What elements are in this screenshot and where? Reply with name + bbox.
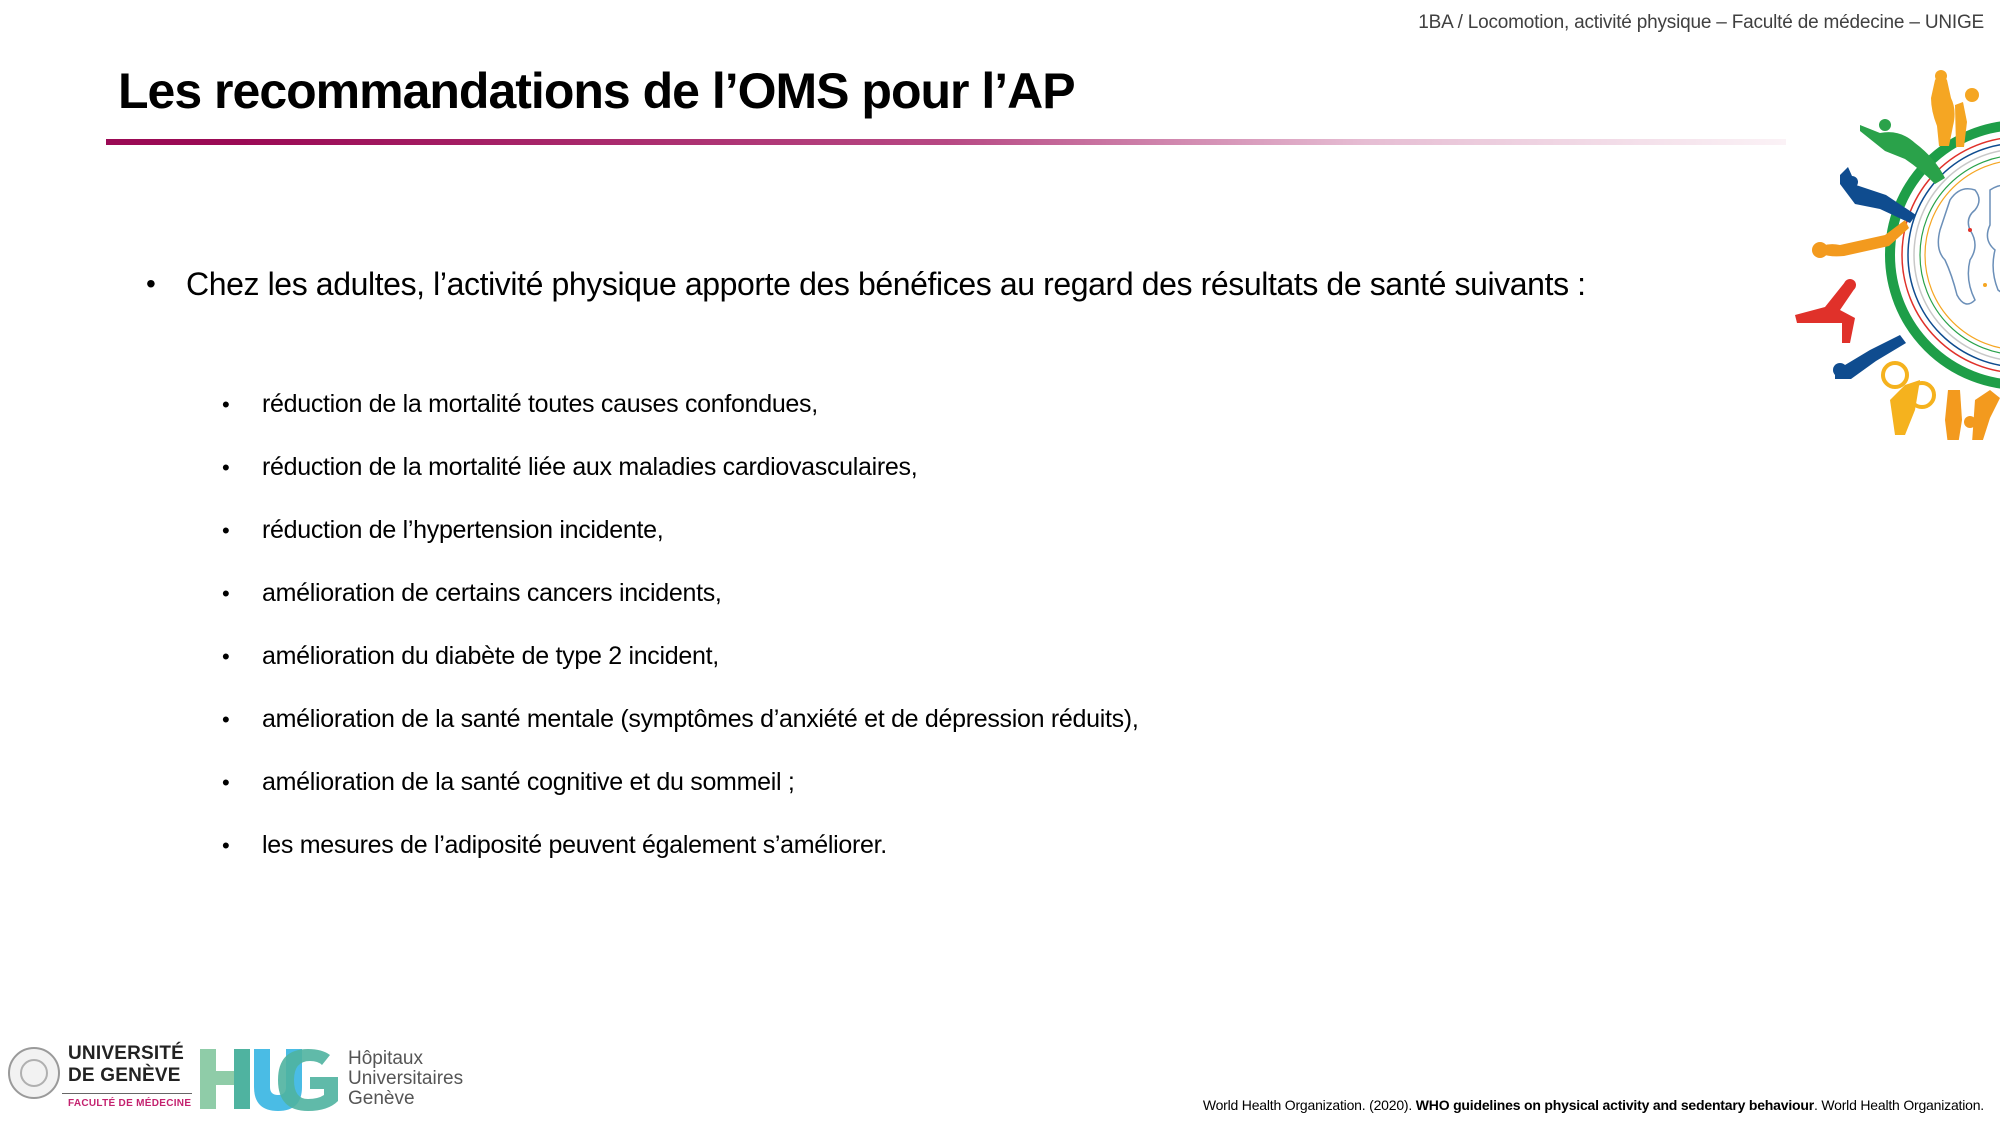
bullet-dot-icon: •	[222, 644, 230, 669]
citation-prefix: World Health Organization. (2020).	[1202, 1097, 1416, 1113]
list-item-text: réduction de la mortalité toutes causes confondues,	[262, 390, 818, 418]
who-globe-activity-illustration	[1790, 70, 2000, 440]
list-item	[222, 516, 1138, 579]
title-underline-divider	[106, 139, 1786, 145]
slide-title: Les recommandations de l’OMS pour l’AP	[118, 63, 1075, 119]
list-item-text: amélioration du diabète de type 2 incident,	[262, 642, 719, 670]
main-bullet	[146, 250, 1626, 318]
unige-line1: UNIVERSITÉ	[68, 1043, 185, 1064]
unige-divider	[62, 1093, 192, 1094]
health-outcomes-list	[222, 390, 1138, 894]
hug-line3: Genève	[348, 1088, 415, 1109]
bullet-dot-icon: •	[222, 833, 230, 858]
bullet-dot-icon: •	[222, 770, 230, 795]
unige-faculty: FACULTÉ DE MÉDECINE	[68, 1098, 192, 1109]
list-item-text: réduction de la mortalité liée aux maladies cardiovasculaires,	[262, 453, 918, 481]
bullet-dot-icon: •	[222, 707, 230, 732]
hug-logo-icon	[200, 1047, 340, 1111]
unige-seal-icon	[8, 1047, 60, 1099]
globe-icon	[1890, 125, 2000, 385]
list-item-text: réduction de l’hypertension incidente,	[262, 516, 664, 544]
bullet-dot-icon: •	[222, 455, 230, 480]
list-item	[222, 642, 1138, 705]
main-bullet-text: Chez les adultes, l’activité physique apporte des bénéfices au regard des résultats de santé suivants :	[186, 266, 1586, 302]
list-item-text: amélioration de la santé cognitive et du sommeil ;	[262, 768, 795, 796]
list-item	[222, 453, 1138, 516]
list-item	[222, 768, 1138, 831]
unige-name	[68, 1043, 184, 1087]
list-item	[222, 705, 1138, 768]
list-item	[222, 831, 1138, 894]
reference-citation	[1203, 1097, 1984, 1113]
course-header-note: 1BA / Locomotion, activité physique – Faculté de médecine – UNIGE	[1418, 12, 1984, 33]
citation-title: WHO guidelines on physical activity and sedentary behaviour	[1415, 1097, 1814, 1113]
footer-logos	[8, 1037, 478, 1117]
active-people-figures-icon	[1795, 70, 2000, 440]
bullet-dot-icon: •	[222, 392, 230, 417]
hug-line2: Universitaires	[348, 1068, 464, 1089]
citation-suffix: . World Health Organization.	[1813, 1097, 1984, 1113]
unige-line2: DE GENÈVE	[68, 1065, 181, 1086]
list-item-text: les mesures de l’adiposité peuvent également s’améliorer.	[262, 831, 887, 859]
hug-name	[348, 1049, 463, 1109]
hug-line1: Hôpitaux	[348, 1048, 423, 1069]
list-item-text: amélioration de certains cancers incidents,	[262, 579, 722, 607]
bullet-dot-icon: •	[222, 518, 230, 543]
list-item	[222, 579, 1138, 642]
list-item	[222, 390, 1138, 453]
bullet-dot-icon: •	[222, 581, 230, 606]
list-item-text: amélioration de la santé mentale (symptômes d’anxiété et de dépression réduits),	[262, 705, 1139, 733]
bullet-dot-icon: •	[146, 268, 156, 299]
